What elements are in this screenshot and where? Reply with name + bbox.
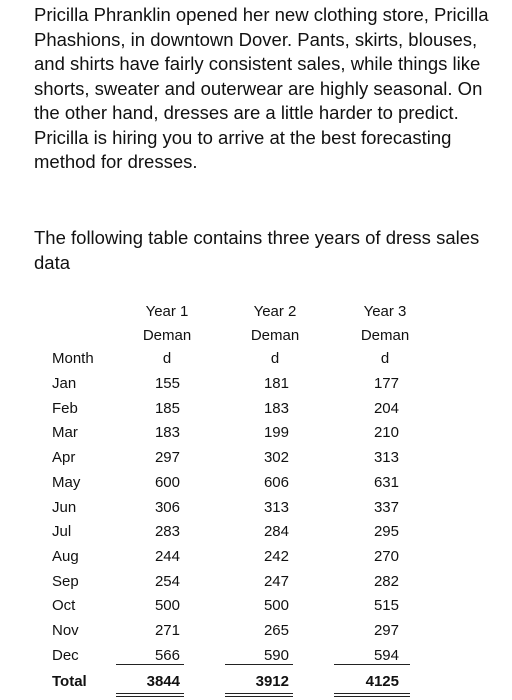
total-year1: 3844	[146, 673, 180, 690]
year3-demand: 594	[373, 646, 399, 664]
header-year3-demand-part2: d	[380, 350, 390, 367]
year3-demand: 297	[373, 622, 399, 639]
year3-demand: 631	[373, 473, 399, 491]
header-year3: Year 3	[363, 303, 407, 320]
header-year2-demand-part2: d	[270, 350, 280, 367]
year1-demand: 297	[154, 449, 180, 467]
year3-demand: 177	[373, 375, 399, 392]
table-intro-paragraph: The following table contains three years of dress sales data	[34, 227, 480, 273]
total-rule-year2	[225, 664, 293, 665]
intro-paragraph: Pricilla Phranklin opened her new clothing store, Pricilla Phashions, in downtown Dover. Pants, skirts, blouses, and shirts have fairly consistent sales, while things like shorts, sweater and outerwear are highly seasonal. On the other hand, dresses are a little harder to predict. Pricilla is hiring you to arrive at the best forecasting method for dresses.	[34, 4, 489, 172]
year3-demand: 515	[373, 597, 399, 615]
year2-demand: 500	[263, 597, 289, 615]
month-label: Mar	[52, 424, 78, 442]
total-double-rule-year1-a	[116, 693, 184, 694]
month-label: Jul	[52, 523, 72, 541]
year1-demand: 566	[154, 646, 180, 664]
total-rule-year1	[116, 664, 184, 665]
month-label: May	[52, 473, 81, 491]
year1-demand: 183	[154, 424, 180, 442]
month-label: Jan	[52, 375, 77, 392]
year1-demand: 271	[154, 622, 180, 639]
year1-demand: 283	[154, 523, 180, 541]
year2-demand: 183	[263, 399, 289, 417]
month-label: Jun	[52, 498, 77, 516]
year1-demand: 600	[154, 473, 180, 491]
year2-demand: 606	[263, 473, 289, 491]
total-double-rule-year2-a	[225, 693, 293, 694]
total-year3: 4125	[365, 673, 399, 690]
month-label: Apr	[52, 449, 76, 467]
year2-demand: 181	[263, 375, 289, 392]
year2-demand: 247	[263, 572, 289, 590]
header-year1-demand-part1: Deman	[142, 327, 192, 344]
year3-demand: 313	[373, 449, 399, 467]
year3-demand: 282	[373, 572, 399, 590]
month-label: Nov	[52, 622, 79, 639]
month-label: Dec	[52, 646, 79, 664]
year3-demand: 270	[373, 547, 399, 565]
total-double-rule-year3-b	[334, 696, 410, 697]
total-label: Total	[52, 673, 87, 690]
year3-demand: 295	[373, 523, 399, 541]
header-year1-demand-part2: d	[162, 350, 172, 367]
year1-demand: 500	[154, 597, 180, 615]
total-double-rule-year2-b	[225, 696, 293, 697]
month-label: Feb	[52, 399, 78, 417]
total-double-rule-year3-a	[334, 693, 410, 694]
year2-demand: 199	[263, 424, 289, 442]
year1-demand: 155	[154, 375, 180, 392]
year1-demand: 244	[154, 547, 180, 565]
year3-demand: 204	[373, 399, 399, 417]
year2-demand: 302	[263, 449, 289, 467]
header-year2: Year 2	[253, 303, 297, 320]
month-label: Aug	[52, 547, 79, 565]
header-year2-demand-part1: Deman	[250, 327, 300, 344]
year2-demand: 284	[263, 523, 289, 541]
year3-demand: 210	[373, 424, 399, 442]
year1-demand: 306	[154, 498, 180, 516]
year3-demand: 337	[373, 498, 399, 516]
total-rule-year3	[334, 664, 410, 665]
month-label: Sep	[52, 572, 79, 590]
year2-demand: 242	[263, 547, 289, 565]
total-year2: 3912	[255, 673, 289, 690]
year2-demand: 265	[263, 622, 289, 639]
year2-demand: 313	[263, 498, 289, 516]
year1-demand: 254	[154, 572, 180, 590]
header-month: Month	[52, 350, 94, 367]
total-double-rule-year1-b	[116, 696, 184, 697]
header-year1: Year 1	[145, 303, 189, 320]
year2-demand: 590	[263, 646, 289, 664]
year1-demand: 185	[154, 399, 180, 417]
month-label: Oct	[52, 597, 76, 615]
header-year3-demand-part1: Deman	[360, 327, 410, 344]
